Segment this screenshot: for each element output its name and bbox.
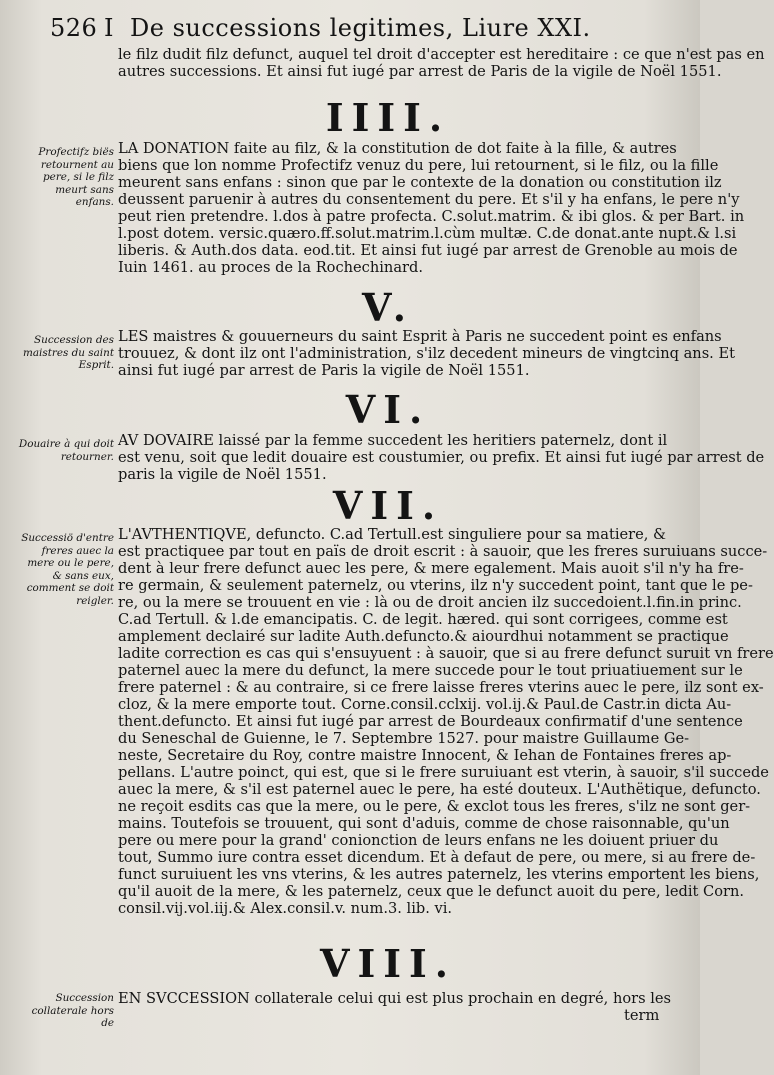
page-number: 526 [50, 14, 98, 42]
text-line: l.post dotem. versic.quæro.ff.solut.matrim.l.cùm multæ. C.de donat.ante nupt.& l.si [118, 225, 737, 242]
text-line: amplement declairé sur ladite Auth.defuncto.& aiourdhui notamment se practique [118, 628, 729, 645]
margin-note: Succession collaterale hors de [31, 992, 114, 1030]
text-line: LA DONATION faite au filz, & la constitution de dot faite à la fille, & autres [118, 140, 677, 157]
text-line: paris la vigile de Noël 1551. [118, 466, 327, 483]
text-line: AV DOVAIRE laissé par la femme succedent les heritiers paternelz, dont il [118, 432, 668, 449]
text-line: trouuez, & dont ilz ont l'administration, s'ilz decedent mineurs de vingtcinq ans. Et [118, 345, 735, 362]
text-line: re germain, & seulement paternelz, ou vterins, ilz n'y succedent point, tant que le pe- [118, 577, 753, 594]
margin-note: Succession des maistres du saint Esprit. [23, 334, 114, 372]
header-separator: I [104, 14, 114, 42]
text-line: thent.defuncto. Et ainsi fut iugé par arrest de Bourdeaux confirmatif d'une sentence [118, 713, 743, 730]
text-line: re, ou la mere se trouuent en vie : là ou de droit ancien ilz succedoient.l.fin.in princ. [118, 594, 742, 611]
section-heading: V. [361, 285, 415, 330]
text-line: pere ou mere pour la grand' conionction de leurs enfans ne les doiuent priuer du [118, 832, 719, 849]
section-heading: VI. [345, 387, 431, 432]
text-line: consil.vij.vol.iij.& Alex.consil.v. num.3. lib. vi. [118, 900, 453, 917]
margin-note: Douaire à qui doit retourner. [18, 438, 114, 463]
text-line: C.ad Tertull. & l.de emancipatis. C. de legit. hæred. qui sont corrigees, comme est [118, 611, 728, 628]
text-line: paternel auec la mere du defunct, la mere succede pour le tout priuatiuement sur le [118, 662, 743, 679]
text-line: biens que lon nomme Profectifz venuz du pere, lui retournent, si le filz, ou la fille [118, 157, 719, 174]
text-line: ladite correction es cas qui s'ensuyuent : à sauoir, que si au frere defunct suruit vn frere [118, 645, 774, 662]
text-line: peut rien pretendre. l.dos à patre profecta. C.solut.matrim. & ibi glos. & per Bart. in [118, 208, 745, 225]
text-line: ne reçoit esdits cas que la mere, ou le pere, & exclot tous les freres, s'ilz ne sont ger- [118, 798, 751, 815]
text-line: est practiquee par tout en païs de droit escrit : à sauoir, que les freres suruiuans succe- [118, 543, 768, 560]
text-line: ainsi fut iugé par arrest de Paris la vigile de Noël 1551. [118, 362, 530, 379]
text-line: Iuin 1461. au proces de la Rochechinard. [118, 259, 423, 276]
text-line: EN SVCCESSION collaterale celui qui est plus prochain en degré, hors les [118, 990, 672, 1007]
section-heading: VII. [332, 483, 444, 528]
text-line: LES maistres & gouuerneurs du saint Esprit à Paris ne succedent point es enfans [118, 328, 722, 345]
margin-note: Successiö d'entre freres auec la mere ou le pere, & sans eux, comment se doit reigler. [21, 532, 114, 607]
text-line: frere paternel : & au contraire, si ce frere laisse freres vterins auec le pere, ilz sont ex- [118, 679, 764, 696]
text-line: dent à leur frere defunct auec les pere, & mere egalement. Mais auoit s'il n'y ha fre- [118, 560, 744, 577]
text-line: tout, Summo iure contra esset dicendum. Et à defaut de pere, ou mere, si au frere de- [118, 849, 756, 866]
margin-note: Profectifz biës retournent au pere, si le filz meurt sans enfans. [38, 146, 114, 209]
text-line: auec la mere, & s'il est paternel auec le pere, ha esté douteux. L'Authëtique, defuncto. [118, 781, 761, 798]
text-line: mains. Toutefois se trouuent, qui sont d'aduis, comme de chose raisonnable, qu'un [118, 815, 730, 832]
text-line: funct suruiuent les vns vterins, & les autres paternelz, les vterins emportent les biens, [118, 866, 760, 883]
text-line: liberis. & Auth.dos data. eod.tit. Et ainsi fut iugé par arrest de Grenoble au mois de [118, 242, 738, 259]
text-line: autres successions. Et ainsi fut iugé par arrest de Paris de la vigile de Noël 1551. [118, 63, 722, 80]
text-line: deussent paruenir à autres du consentement du pere. Et s'il y ha enfans, le pere n'y [118, 191, 740, 208]
section-heading: IIII. [325, 95, 451, 140]
section-heading: VIII. [319, 941, 457, 986]
text-line: du Seneschal de Guienne, le 7. Septembre 1527. pour maistre Guillaume Ge- [118, 730, 690, 747]
text-line: neste, Secretaire du Roy, contre maistre Innocent, & Iehan de Fontaines freres ap- [118, 747, 732, 764]
text-line: meurent sans enfans : sinon que par le contexte de la donation ou constitution ilz [118, 174, 722, 191]
book-number: Liure XXI. [462, 14, 591, 42]
text-line: term [624, 1007, 660, 1024]
text-line: L'AVTHENTIQVE, defuncto. C.ad Tertull.est singuliere pour sa matiere, & [118, 526, 667, 543]
text-line: pellans. L'autre poinct, qui est, que si le frere suruiuant est vterin, à sauoir, s'il succede [118, 764, 769, 781]
header-title: De successions legitimes, [130, 14, 454, 42]
running-header [50, 14, 650, 44]
text-line: qu'il auoit de la mere, & les paternelz, ceux que le defunct auoit du pere, ledit Corn. [118, 883, 745, 900]
text-line: le filz dudit filz defunct, auquel tel droit d'accepter est hereditaire : ce que n'est pas en [118, 46, 765, 63]
text-line: cloz, & la mere emporte tout. Corne.consil.cclxij. vol.ij.& Paul.de Castr.in dicta Au- [118, 696, 732, 713]
text-line: est venu, soit que ledit douaire est coustumier, ou prefix. Et ainsi fut iugé par arrest de [118, 449, 765, 466]
